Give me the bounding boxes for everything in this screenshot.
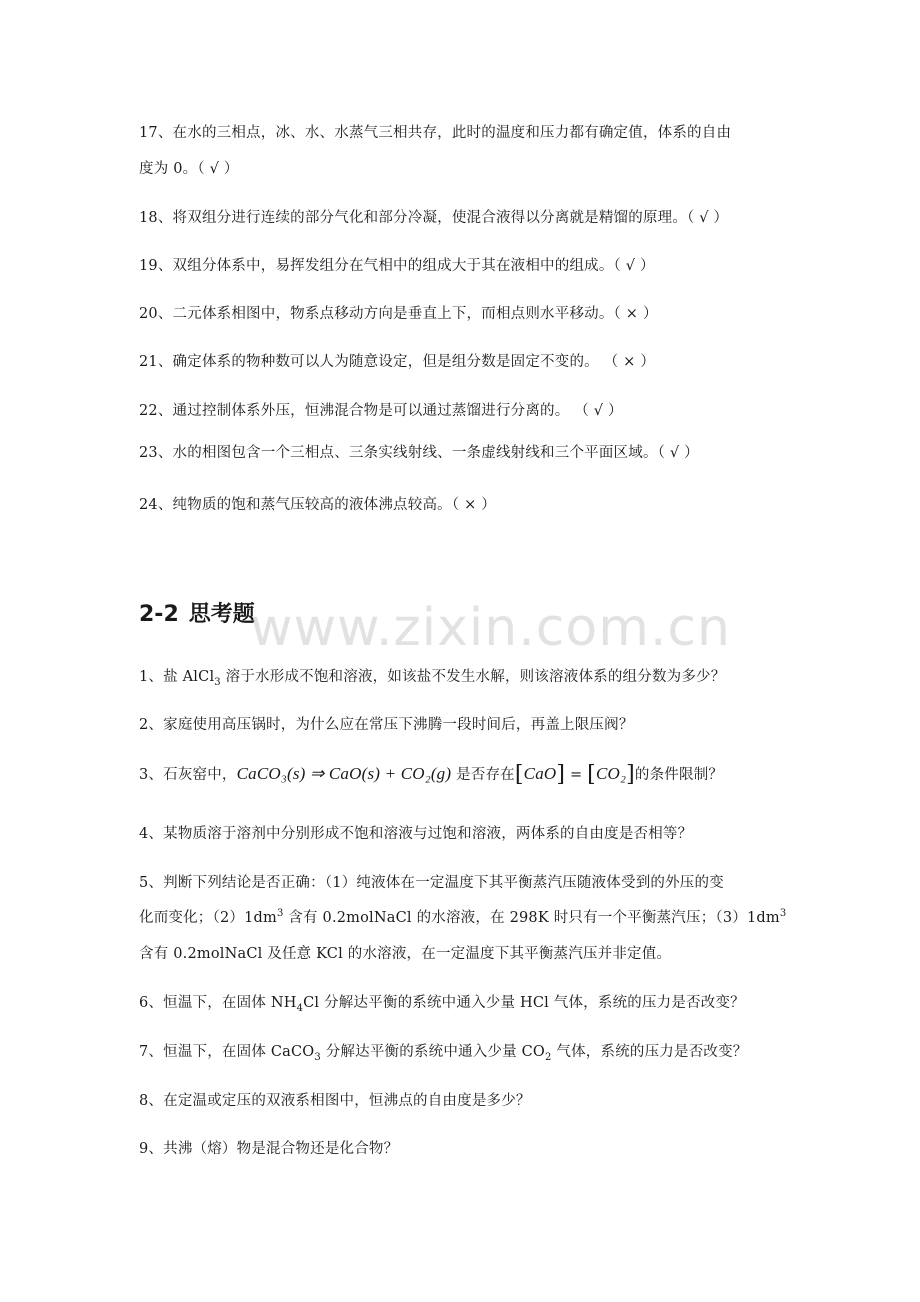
tf-question-17-line2: 度为 0。（ √ ） <box>139 161 239 177</box>
q7-text-a: 7、恒温下，在固体 CaCO <box>139 1044 315 1060</box>
q6-text-a: 6、恒温下，在固体 NH <box>139 995 297 1011</box>
think-question-5-line2 <box>139 906 786 927</box>
left-bracket-icon: [ <box>514 762 524 787</box>
q6-sub: 4 <box>296 1002 304 1014</box>
think-question-2: 2、家庭使用高压锅时，为什么应在常压下沸腾一段时间后，再盖上限压阀？ <box>139 717 634 733</box>
think-question-9: 9、共沸（熔）物是混合物还是化合物？ <box>139 1141 399 1157</box>
tf-question-19: 19、双组分体系中，易挥发组分在气相中的组成大于其在液相中的组成。（ √ ） <box>139 258 655 274</box>
section-title: 思考题 <box>188 602 255 627</box>
tf-question-23: 23、水的相图包含一个三相点、三条实线射线、一条虚线射线和三个平面区域。（ √ ） <box>139 445 699 461</box>
q1-sub: 3 <box>214 676 221 688</box>
q5-sup-1: 3 <box>276 908 284 920</box>
left-bracket-icon-2: [ <box>587 762 596 787</box>
tf-question-20: 20、二元体系相图中，物系点移动方向是垂直上下，而相点则水平移动。（ × ） <box>139 306 658 322</box>
q6-text-b: Cl 分解达平衡的系统中通入少量 HCl 气体，系统的压力是否改变？ <box>303 995 745 1011</box>
q7-text-c: 气体，系统的压力是否改变？ <box>551 1044 748 1060</box>
right-bracket-icon: ] <box>556 762 566 787</box>
tf-question-18: 18、将双组分进行连续的部分气化和部分冷凝，使混合液得以分离就是精馏的原理。（ √ ） <box>139 210 729 226</box>
think-question-8: 8、在定温或定压的双液系相图中，恒沸点的自由度是多少？ <box>139 1093 531 1109</box>
think-question-7 <box>139 1040 748 1063</box>
q3-cond-right: CO₂ <box>595 764 627 783</box>
section-heading <box>139 597 255 628</box>
q1-text-a: 1、盐 AlCl <box>139 669 215 685</box>
q3-text-b: 是否存在 <box>456 767 515 783</box>
think-question-3 <box>139 762 723 787</box>
q7-sub-2: 2 <box>545 1051 552 1063</box>
think-question-4: 4、某物质溶于溶剂中分别形成不饱和溶液与过饱和溶液，两体系的自由度是否相等？ <box>139 826 693 842</box>
think-question-1 <box>139 665 725 688</box>
q3-cond-left: CaO <box>523 764 557 783</box>
think-question-5-line1: 5、判断下列结论是否正确：（1）纯液体在一定温度下其平衡蒸汽压随液体受到的外压的变 <box>139 875 724 891</box>
q3-formula: CaCO₃(s) ⇒ CaO(s) + CO₂(g) <box>236 764 452 783</box>
q5-text-a: 化而变化；（2）1dm <box>139 910 277 926</box>
tf-question-22: 22、通过控制体系外压，恒沸混合物是可以通过蒸馏进行分离的。 （ √ ） <box>139 403 623 419</box>
tf-question-17-line1: 17、在水的三相点，冰、水、水蒸气三相共存，此时的温度和压力都有确定值，体系的自由 <box>139 125 732 141</box>
q7-text-b: 分解达平衡的系统中通入少量 CO <box>320 1044 546 1060</box>
think-question-6 <box>139 991 745 1014</box>
q3-text-c: 的条件限制？ <box>634 767 724 783</box>
watermark: www.zixin.com.cn <box>250 598 731 658</box>
tf-question-21: 21、确定体系的物种数可以人为随意设定，但是组分数是固定不变的。 （ × ） <box>139 354 656 370</box>
section-number: 2-2 <box>139 602 179 627</box>
q5-sup-2: 3 <box>779 908 787 920</box>
q5-text-b: 含有 0.2molNaCl 的水溶液，在 298K 时只有一个平衡蒸汽压；（3）1dm <box>283 910 780 926</box>
q3-text-a: 3、石灰窑中， <box>139 767 237 783</box>
q3-equals: = <box>565 767 588 783</box>
think-question-5-line3: 含有 0.2molNaCl 及任意 KCl 的水溶液，在一定温度下其平衡蒸汽压并非定值。 <box>139 946 672 962</box>
q1-text-b: 溶于水形成不饱和溶液，如该盐不发生水解，则该溶液体系的组分数为多少？ <box>220 669 726 685</box>
right-bracket-icon-2: ] <box>626 762 635 787</box>
tf-question-24: 24、纯物质的饱和蒸气压较高的液体沸点较高。（ × ） <box>139 497 496 513</box>
q7-sub-1: 3 <box>314 1051 321 1063</box>
